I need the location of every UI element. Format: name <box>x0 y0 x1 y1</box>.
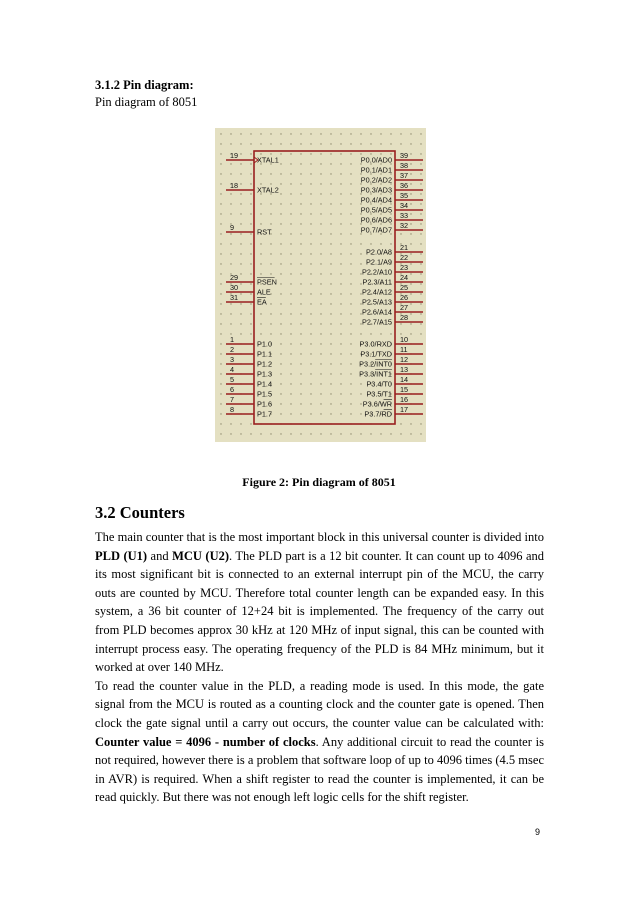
pin-label: XTAL2 <box>257 185 279 195</box>
pin-number: 25 <box>400 283 409 292</box>
left-pins <box>226 151 279 419</box>
pin-diagram-svg <box>215 128 426 442</box>
pin-number: 2 <box>230 345 235 354</box>
pin-label: P1.2 <box>257 359 273 369</box>
pin-label: P3.6/WR <box>362 399 392 409</box>
pin-number: 16 <box>400 395 409 404</box>
pin-number: 18 <box>230 181 239 190</box>
section-intro: Pin diagram of 8051 <box>95 95 198 109</box>
pin-label: P2.3/A11 <box>362 277 392 287</box>
pin-label: ALE <box>257 287 271 297</box>
pin-number: 8 <box>230 405 235 414</box>
pin-label: P1.3 <box>257 369 273 379</box>
bold-text: MCU (U2) <box>172 548 230 563</box>
pin-number: 33 <box>400 211 409 220</box>
pin-number: 14 <box>400 375 409 384</box>
pin-label: P2.4/A12 <box>361 287 392 297</box>
figure-caption: Figure 2: Pin diagram of 8051 <box>242 475 396 489</box>
pin-number: 34 <box>400 201 409 210</box>
pin-number: 3 <box>230 355 235 364</box>
pin-label: P2.0/A8 <box>366 247 392 257</box>
counters-heading: 3.2 Counters <box>95 503 185 522</box>
pin-number: 30 <box>230 283 239 292</box>
pin-number: 39 <box>400 151 409 160</box>
pin-label: P3.3/INT1 <box>359 369 392 379</box>
pin-number: 24 <box>400 273 409 282</box>
pin-label: P0.4/AD4 <box>360 195 392 205</box>
pin-number: 36 <box>400 181 409 190</box>
pin-label: P1.6 <box>257 399 273 409</box>
pin-label: P0.0/AD0 <box>360 155 392 165</box>
pin-number: 28 <box>400 313 409 322</box>
text-run: . The PLD part is a 12 bit counter. It can count up to 4096 and its most significant bit is connected to an external interrupt pin of the MCU, the carry outs are counted by MCU. Therefore total counter length can be expanded easy. In this system, a 36 bit counter of 12+24 bit is implemented. The frequency of the carry out from PLD becomes approx 30 kHz at 120 MHz of input signal, this can be counted with interrupt process easy. The operating frequency of the PLD is 84 MHz minimum, but it worked at over 140 MHz. <box>95 548 544 675</box>
pin-number: 6 <box>230 385 235 394</box>
pin-label: P2.6/A14 <box>361 307 392 317</box>
pin-label: P2.1/A9 <box>366 257 392 267</box>
bold-text: Counter value = 4096 - number of clocks <box>95 734 316 749</box>
text-run: The main counter that is the most important block in this universal counter is divided into <box>95 530 544 544</box>
pin-label: RST <box>257 227 272 237</box>
pin-number: 35 <box>400 191 409 200</box>
pin-number: 32 <box>400 221 409 230</box>
body-text <box>95 528 544 807</box>
pin-number: 12 <box>400 355 409 364</box>
pin-number: 17 <box>400 405 409 414</box>
pin-label: P0.3/AD3 <box>360 185 392 195</box>
pin-label: P2.5/A13 <box>361 297 392 307</box>
pin-label: P0.7/AD7 <box>360 225 392 235</box>
pin-number: 27 <box>400 303 409 312</box>
pin-label: P0.2/AD2 <box>360 175 392 185</box>
pin-number: 15 <box>400 385 409 394</box>
pin-label: P0.5/AD5 <box>360 205 392 215</box>
page-number: 9 <box>535 827 541 837</box>
body-paragraph <box>95 677 544 807</box>
pin-number: 11 <box>400 345 408 354</box>
pin-number: 22 <box>400 253 409 262</box>
pin-label: P1.7 <box>257 409 273 419</box>
pin-label: P0.6/AD6 <box>360 215 392 225</box>
text-run: and <box>147 548 173 563</box>
pin-number: 4 <box>230 365 235 374</box>
pin-label: EA <box>257 297 267 307</box>
right-pins <box>359 151 423 419</box>
pin-number: 5 <box>230 375 235 384</box>
body-paragraph <box>95 528 544 677</box>
pin-label: P1.5 <box>257 389 273 399</box>
pin-number: 31 <box>230 293 239 302</box>
pin-number: 7 <box>230 395 235 404</box>
pin-diagram-figure <box>215 128 426 442</box>
pin-number: 9 <box>230 223 235 232</box>
pin-label: P3.4/T0 <box>366 379 392 389</box>
pin-label: P1.1 <box>257 349 273 359</box>
pin-number: 1 <box>230 335 235 344</box>
pin-label: PSEN <box>257 277 277 287</box>
pin-label: P3.7/RD <box>364 409 392 419</box>
pin-label: P1.4 <box>257 379 273 389</box>
pin-number: 26 <box>400 293 409 302</box>
pin-number: 21 <box>400 243 409 252</box>
pin-label: P3.5/T1 <box>366 389 392 399</box>
pin-label: P0.1/AD1 <box>360 165 392 175</box>
pin-number: 37 <box>400 171 409 180</box>
pin-label: P2.2/A10 <box>361 267 392 277</box>
pin-number: 38 <box>400 161 409 170</box>
pin-label: P2.7/A15 <box>361 317 392 327</box>
pin-label: XTAL1 <box>257 155 279 165</box>
pin-label: P1.0 <box>257 339 273 349</box>
pin-number: 10 <box>400 335 409 344</box>
text-run: To read the counter value in the PLD, a reading mode is used. In this mode, the gate signal from the MCU is routed as a counting clock and the counter gate is opened. Then clock the gate signal until a carry out occurs, the counter value can be calculated with: <box>95 678 544 730</box>
pin-number: 29 <box>230 273 239 282</box>
text-run: . Any additional circuit to read the counter is not required, however there is a problem that software loop of up to 4096 times (4.5 msec in AVR) is required. When a shift register to read the counter is implemented, it can be read quickly. But there was not enough left logic cells for the shift register. <box>95 734 544 805</box>
pin-label: P3.2/INT0 <box>359 359 392 369</box>
section-heading: 3.1.2 Pin diagram: <box>95 78 194 92</box>
pin-label: P3.0/RXD <box>359 339 392 349</box>
bold-text: PLD (U1) <box>95 548 148 563</box>
pin-label: P3.1/TXD <box>360 349 392 359</box>
pin-number: 23 <box>400 263 409 272</box>
pin-number: 13 <box>400 365 409 374</box>
pin-number: 19 <box>230 151 239 160</box>
